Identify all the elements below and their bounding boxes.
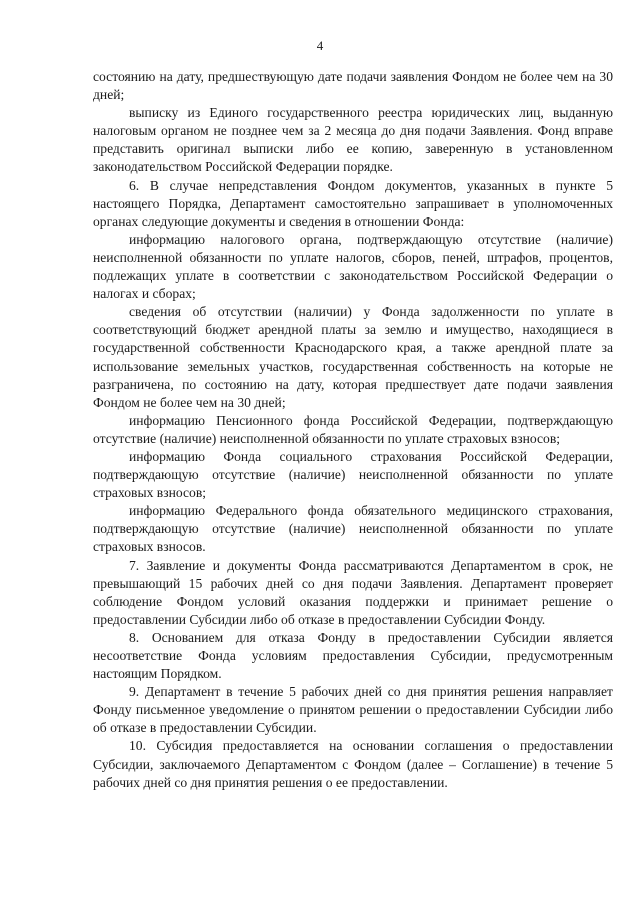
- paragraph-item-6: 6. В случае непредставления Фондом документов, указанных в пункте 5 настоящего Порядка, Департамент самостоятельно запрашивает в уполномоченных органах следующие документы и сведения в отношении Фонда:: [93, 177, 613, 229]
- paragraph-item-9: 9. Департамент в течение 5 рабочих дней со дня принятия решения направляет Фонду письменное уведомление о принятом решении о предоставлении Субсидии либо об отказе в предоставлении Субсидии.: [93, 684, 613, 736]
- paragraph-item-8: 8. Основанием для отказа Фонду в предоставлении Субсидии является несоответствие Фонда условиям предоставления Субсидии, предусмотренным настоящим Порядком.: [93, 629, 613, 682]
- paragraph-pension-fund: информацию Пенсионного фонда Российской Федерации, подтверждающую отсутствие (наличие) неисполненной обязанности по уплате страховых взносов;: [93, 412, 613, 446]
- page-number: 4: [316, 38, 324, 53]
- paragraph-item-7: 7. Заявление и документы Фонда рассматриваются Департаментом в срок, не превышающий 15 рабочих дней со дня подачи Заявления. Департамент проверяет соблюдение Фондом условий оказания поддержки и принимает решение о предоставлении Субсидии либо об отказе в предоставлении Субсидии Фонду.: [93, 557, 613, 627]
- paragraph-item-10: 10. Субсидия предоставляется на основании соглашения о предоставлении Субсидии, заключаемого Департаментом с Фондом (далее – Соглашение) в течение 5 рабочих дней со дня принятия решения о ее предоставлении.: [93, 738, 613, 790]
- paragraph-continuation: состоянию на дату, предшествующую дате подачи заявления Фондом не более чем на 30 дней;: [93, 69, 613, 103]
- paragraph-medical-insurance: информацию Федерального фонда обязательного медицинского страхования, подтверждающую отсутствие (наличие) неисполненной обязанности по уплате страховых взносов.: [93, 503, 613, 555]
- paragraph-egrul-extract: выписку из Единого государственного реестра юридических лиц, выданную налоговым органом не позднее чем за 2 месяца до дня подачи Заявления. Фонд вправе представить оригинал выписки либо ее копию, заверенную в установленном законодательством Российской Федерации порядке.: [93, 105, 613, 175]
- paragraph-rent-debt: сведения об отсутствии (наличии) у Фонда задолженности по уплате в соответствующий бюджет арендной платы за землю и имущество, находящиеся в государственной собственности Краснодарского края, а также арендной плате за использование земельных участков, государственная собственность на которые не разграничена, по состоянию на дату, которая предшествует дате подачи заявления Фондом не более чем на 30 дней;: [93, 304, 613, 410]
- paragraph-tax-info: информацию налогового органа, подтверждающую отсутствие (наличие) неисполненной обязанности по уплате налогов, сборов, пеней, штрафов, процентов, подлежащих уплате в соответствии с законодательством Российской Федерации о налогах и сборах;: [93, 231, 613, 302]
- document-body: [93, 68, 613, 792]
- paragraph-social-insurance: информацию Фонда социального страхования Российской Федерации, подтверждающую отсутствие (наличие) неисполненной обязанности по уплате страховых взносов;: [93, 448, 613, 501]
